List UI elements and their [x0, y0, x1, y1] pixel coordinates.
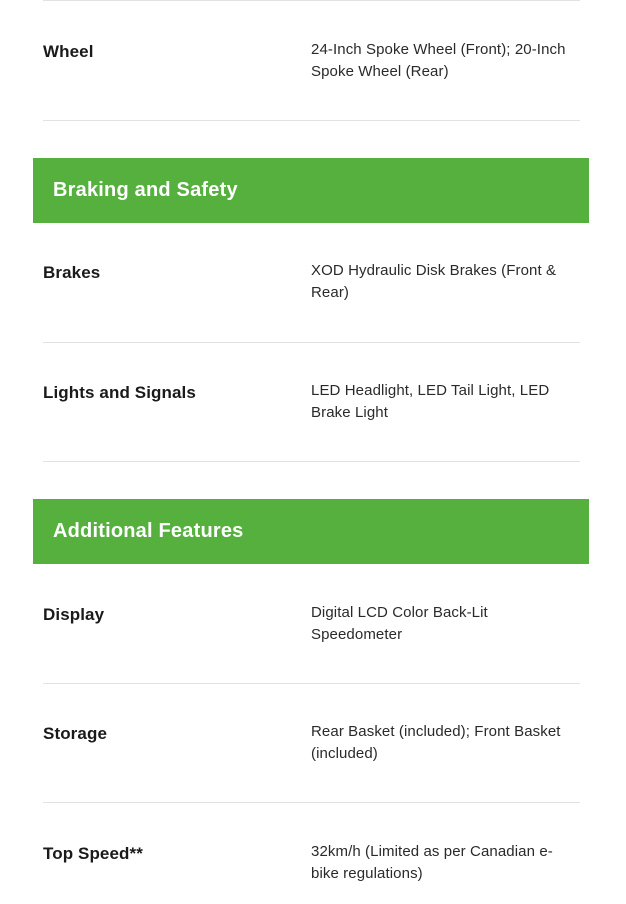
spec-value: Rear Basket (included); Front Basket (included) — [311, 723, 561, 762]
spec-value: Digital LCD Color Back-Lit Speedometer — [311, 604, 488, 643]
spec-label: Lights and Signals — [43, 383, 196, 402]
row-divider — [43, 461, 580, 462]
section-header-braking-safety — [33, 158, 589, 223]
spec-label: Top Speed** — [43, 844, 143, 863]
spec-label: Storage — [43, 724, 107, 743]
section-title: Braking and Safety — [53, 179, 238, 201]
row-divider — [43, 120, 580, 121]
row-divider — [43, 802, 580, 803]
spec-value: XOD Hydraulic Disk Brakes (Front & Rear) — [311, 262, 557, 301]
row-divider — [43, 683, 580, 684]
section-title: Additional Features — [53, 520, 244, 542]
spec-label: Brakes — [43, 263, 101, 282]
spec-value: 24-Inch Spoke Wheel (Front); 20-Inch Spoke Wheel (Rear) — [311, 41, 566, 80]
spec-label: Wheel — [43, 42, 94, 61]
spec-label: Display — [43, 605, 105, 624]
row-divider — [43, 342, 580, 343]
section-header-additional-features — [33, 499, 589, 564]
row-divider — [43, 0, 580, 1]
spec-value: 32km/h (Limited as per Canadian e-bike regulations) — [311, 843, 553, 882]
spec-value: LED Headlight, LED Tail Light, LED Brake Light — [311, 382, 550, 421]
